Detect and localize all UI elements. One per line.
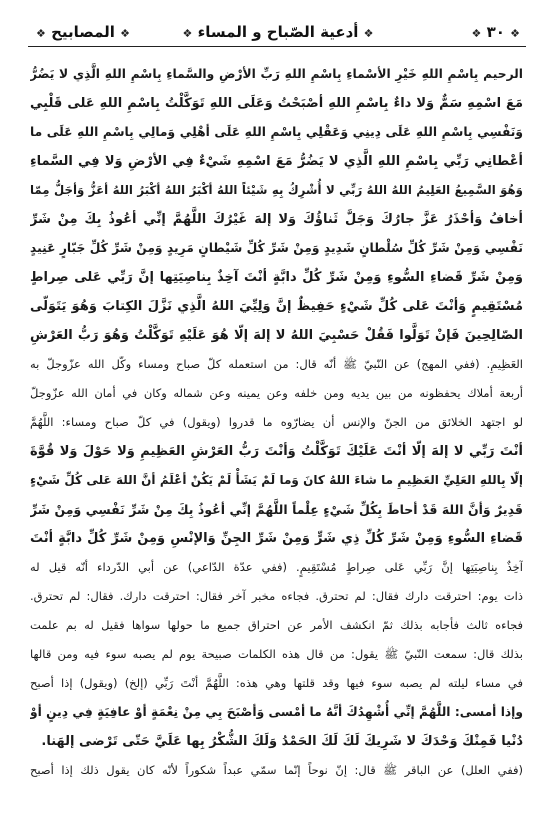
text-line: آخِذٌ بِناصِيَتِها إنَّ رَبِّي عَلى صِراطٍ مُسْتَقِيمٍ. (ففي عدّة الدّاعي) عن أبي الدّرداء أنّه قيل له [30, 560, 523, 574]
chapter-title-text: أدعية الصّباح و المساء [197, 23, 359, 41]
text-line: قَضاءِ السُّوءِ وَمِنْ شَرِّ كُلِّ ذِي شَرٍّ وَمِنْ شَرِّ الجِنِّ وَالإنْسِ وَمِنْ شَرِّ كُلِّ دابَّةٍ أنْتَ [30, 531, 523, 546]
text-line: في مساء ليلته لم يصبه سوء فيها وقد قلتها وهي هذه: اللَّهُمَّ أنْتَ رَبِّي (إلخ) (ويقول) إذا أصبح [30, 676, 523, 690]
text-line: وَهُوَ السَّمِيعُ العَلِيمُ اللهُ اللهُ رَبِّي لا أُشْرِكُ بِهِ شَيْئاً اللهُ أكْبَرُ اللهُ أكْبَرُ اللهُ أعَزُّ وَأجَلُّ مِمّا [30, 183, 523, 197]
text-line: أربعة أملاك يحفظونه من بين يديه ومن خلفه وعن يمينه وعن شماله وكان في أمان الله عزّوجلّ [30, 386, 523, 400]
header-rule [28, 46, 526, 47]
chapter-title [182, 22, 373, 44]
book-title [36, 22, 130, 44]
text-line: أعْطانِي رَبِّي بِاسْمِ اللهِ الَّذِي لا يَضُرُّ مَعَ اسْمِهِ شَيْءٌ فِي الأرْضِ وَلا فِي السَّماءِ [30, 154, 523, 169]
text-line: مَعَ اسْمِهِ سَمٌّ وَلا داءٌ بِاسْمِ اللهِ أصْبَحْتُ وَعَلَى اللهِ تَوَكَّلْتُ بِاسْمِ اللهِ عَلى قَلْبِي [30, 96, 523, 111]
text-line: العَظِيمِ. (ففي المهج) عن النّبيّ ﷺ أنّه قال: من استعمله كلّ صباح ومساء وكّل الله عزّوجلّ به [30, 357, 523, 371]
text-line: مُسْتَقِيمٍ وَأنْتَ عَلى كُلِّ شَيْءٍ حَفِيظٌ إنَّ وَلِيِّيَ اللهُ الَّذِي نَزَّلَ الكِتابَ وَهُوَ يَتَوَلّى [30, 299, 523, 314]
page-number [471, 22, 520, 44]
body-text [30, 60, 523, 785]
ornament-icon: ❖ [471, 27, 482, 40]
book-title-text: المصابيح [51, 23, 115, 41]
text-line: بذلك قال: سمعت النّبيّ ﷺ يقول: من قال هذه الكلمات صبيحة يوم لم يصبه سوء فيه ومن قالها [30, 647, 523, 661]
text-line: أخافُ وَأحْذَرُ عَزَّ جارُكَ وَجَلَّ ثَناؤُكَ وَلا إلهَ غَيْرُكَ اللَّهُمَّ إنِّي أعُوذُ بِكَ مِنْ شَرِّ [30, 212, 523, 227]
ornament-icon: ❖ [363, 27, 374, 40]
text-line: قَدِيرٌ وَأنَّ اللهَ قَدْ أحاطَ بِكُلِّ شَيْءٍ عِلْماً اللَّهُمَّ إنِّي أعُوذُ بِكَ مِنْ شَرِّ نَفْسِي وَمِنْ شَرِّ [30, 502, 523, 517]
text-line: الصّالِحِينَ فَإنْ تَوَلَّوا فَقُلْ حَسْبِيَ اللهُ لا إلهَ إلّا هُوَ عَلَيْهِ تَوَكَّلْتُ وَهُوَ رَبُّ العَرْشِ [30, 328, 523, 343]
text-line: ذات يوم: احترقت دارك فقال: لم تحترق. فجاءه مخبر آخر فقال: احترقت دارك. فقال: لم تحترق. [30, 589, 523, 603]
text-line: وإذا أمسى: اللَّهُمَّ إنِّي أُشْهِدُكَ أنَّهُ ما أمْسى وَأصْبَحَ بِي مِنْ نِعْمَةٍ أوْ عافِيَةٍ فِي دِينٍ أوْ [30, 705, 523, 719]
ornament-icon: ❖ [120, 27, 131, 40]
text-line: نَفْسِي وَمِنْ شَرِّ كُلِّ سُلْطانٍ شَدِيدٍ وَمِنْ شَرِّ كُلِّ شَيْطانٍ مَرِيدٍ وَمِنْ شَرِّ كُلِّ جَبّارٍ عَنِيدٍ [30, 241, 523, 255]
text-line: فجاءه ثالث فأجابه بذلك ثمّ انكشف الأمر عن احتراق جميع ما حولها سواها فقيل له بم علمت [30, 618, 523, 632]
ornament-icon: ❖ [36, 27, 46, 40]
text-line: أنْتَ رَبِّي لا إلهَ إلّا أنْتَ عَلَيْكَ تَوَكَّلْتُ وَأنْتَ رَبُّ العَرْشِ العَظِيمِ وَلا حَوْلَ وَلا قُوَّةَ [30, 444, 523, 459]
ornament-icon: ❖ [182, 27, 193, 40]
page-number-text: ٣٠ [486, 23, 505, 41]
running-header [28, 18, 528, 48]
text-line: لو اجتهد الخلائق من الجنّ والإنس أن يضارّوه ما قدروا (ويقول) في كلّ صباح ومساء: اللَّهُمَّ [30, 415, 523, 429]
text-line: (ففي العلل) عن الباقر ﷺ قال: إنّ نوحاً إنّما سمّي عبداً شكوراً لأنّه كان يقول ذلك إذا أصبح [30, 763, 523, 777]
text-line: إلّا بِاللهِ العَلِيِّ العَظِيمِ ما شاءَ اللهُ كانَ وَما لَمْ يَشَأْ لَمْ يَكُنْ أعْلَمُ أنَّ اللهَ عَلى كُلِّ شَيْءٍ [30, 473, 523, 487]
ornament-icon: ❖ [510, 27, 520, 40]
text-line: الرحيم بِاسْمِ اللهِ خَيْرِ الأسْماءِ بِاسْمِ اللهِ رَبِّ الأرْضِ والسَّماءِ بِاسْمِ اللهِ الَّذِي لا يَضُرُّ [30, 67, 523, 81]
text-line: دُنْيا فَمِنْكَ وَحْدَكَ لا شَرِيكَ لَكَ لَكَ الحَمْدُ وَلَكَ الشُّكْرُ بِها عَلَيَّ حَتّى تَرْضى إلهَنا. [41, 734, 523, 749]
text-line: وَنَفْسِي بِاسْمِ اللهِ عَلَى دِينِي وَعَقْلِي بِاسْمِ اللهِ عَلَى أهْلِي وَمالِي بِاسْمِ اللهِ عَلَى ما [30, 125, 523, 139]
text-line: وَمِنْ شَرِّ قَضاءِ السُّوءِ وَمِنْ شَرِّ كُلِّ دابَّةٍ أنْتَ آخِذٌ بِناصِيَتِها إنَّ رَبِّي عَلى صِراطٍ [30, 270, 523, 285]
